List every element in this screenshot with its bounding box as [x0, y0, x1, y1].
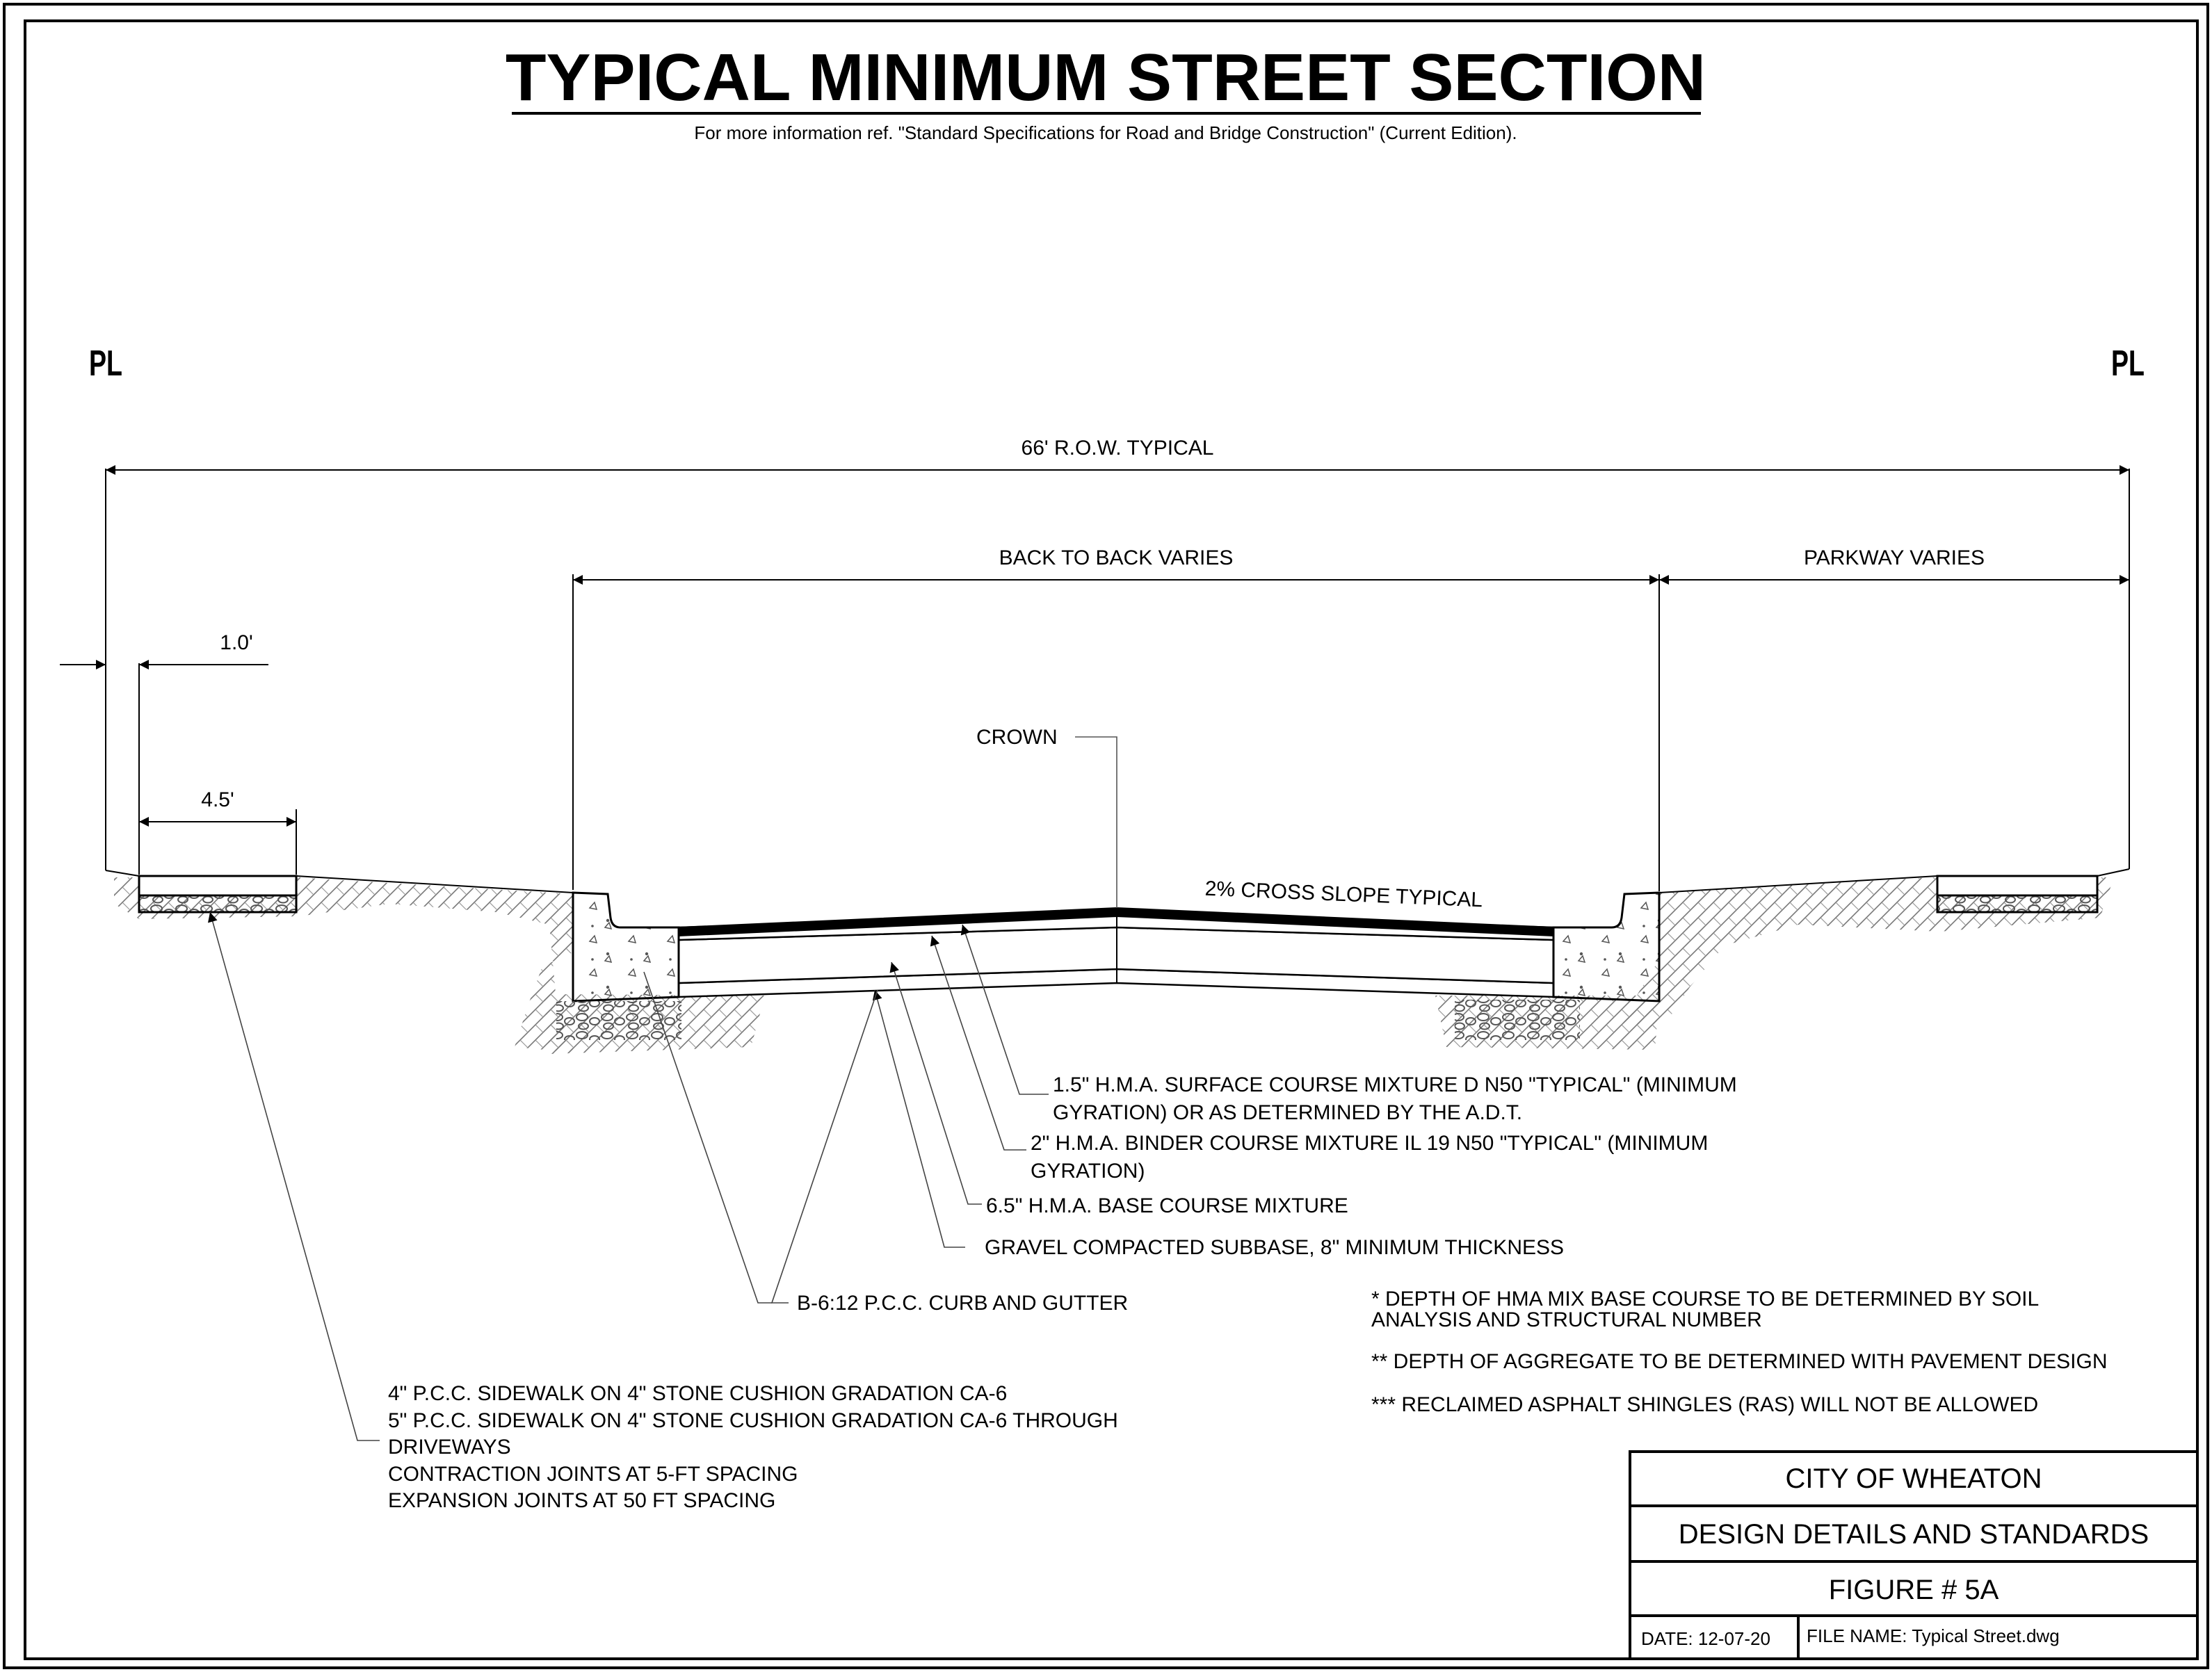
note-1-line1: * DEPTH OF HMA MIX BASE COURSE TO BE DETERMINED BY SOIL	[1371, 1288, 2040, 1310]
page-subtitle: For more information ref. "Standard Specifications for Road and Bridge Construction" (Current Edition).	[694, 122, 1517, 143]
note-2: ** DEPTH OF AGGREGATE TO BE DETERMINED WITH PAVEMENT DESIGN	[1371, 1350, 2108, 1373]
general-notes	[1371, 1288, 2107, 1416]
callout-sidewalk-line4: CONTRACTION JOINTS AT 5-FT SPACING	[388, 1463, 798, 1486]
callout-curb: B-6:12 P.C.C. CURB AND GUTTER	[797, 1292, 1129, 1315]
dimension-row	[106, 437, 2129, 470]
dimension-sidewalk	[139, 788, 296, 822]
dimension-back-to-back	[573, 546, 1659, 580]
property-line-symbol-left: PL	[89, 343, 122, 384]
callout-sidewalk-line1: 4" P.C.C. SIDEWALK ON 4" STONE CUSHION GRADATION CA-6	[388, 1382, 1008, 1405]
callout-sidewalk-line2: 5" P.C.C. SIDEWALK ON 4" STONE CUSHION GRADATION CA-6 THROUGH	[388, 1409, 1118, 1432]
title-block-date: DATE: 12-07-20	[1641, 1628, 1770, 1649]
callout-sidewalk-line3: DRIVEWAYS	[388, 1436, 511, 1459]
callout-base: 6.5" H.M.A. BASE COURSE MIXTURE	[986, 1194, 1348, 1217]
page-title: TYPICAL MINIMUM STREET SECTION	[505, 40, 1706, 115]
dimension-row-label: 66' R.O.W. TYPICAL	[1021, 437, 1214, 460]
callout-sidewalk-line5: EXPANSION JOINTS AT 50 FT SPACING	[388, 1489, 776, 1512]
callout-surface-line2: GYRATION) OR AS DETERMINED BY THE A.D.T.	[1053, 1101, 1523, 1124]
property-line-symbol-right: PL	[2111, 343, 2145, 384]
callout-subbase: GRAVEL COMPACTED SUBBASE, 8" MINIMUM THICKNESS	[985, 1236, 1565, 1259]
dimension-back-to-back-label: BACK TO BACK VARIES	[999, 546, 1234, 569]
crown-label: CROWN	[976, 726, 1058, 749]
sidewalk-right	[1937, 876, 2097, 912]
callout-binder-line1: 2" H.M.A. BINDER COURSE MIXTURE IL 19 N50 "TYPICAL" (MINIMUM	[1031, 1132, 1709, 1155]
dimension-sidewalk-label: 4.5'	[201, 788, 234, 811]
dimension-parkway	[1659, 546, 2129, 580]
property-line-right	[2111, 343, 2145, 384]
note-3: *** RECLAIMED ASPHALT SHINGLES (RAS) WILL NOT BE ALLOWED	[1371, 1393, 2039, 1416]
pavement-section	[679, 908, 1553, 997]
sidewalk-left	[139, 876, 296, 912]
dimension-offset	[60, 631, 268, 665]
title-block-file-name: FILE NAME: Typical Street.dwg	[1807, 1625, 2060, 1646]
dimension-parkway-label: PARKWAY VARIES	[1803, 546, 1985, 569]
callout-binder-line2: GYRATION)	[1031, 1160, 1145, 1183]
title-block-figure: FIGURE # 5A	[1828, 1575, 1999, 1605]
note-1-line2: ANALYSIS AND STRUCTURAL NUMBER	[1371, 1308, 1762, 1331]
title-block	[1630, 1452, 2197, 1659]
extension-lines	[106, 469, 2129, 891]
crown-callout	[976, 726, 1117, 908]
dimension-offset-label: 1.0'	[220, 631, 253, 654]
callout-surface-line1: 1.5" H.M.A. SURFACE COURSE MIXTURE D N50 "TYPICAL" (MINIMUM	[1053, 1073, 1737, 1096]
property-line-left	[89, 343, 122, 384]
curb-gutter-left	[556, 893, 681, 1040]
cross-slope-label: 2% CROSS SLOPE TYPICAL	[1204, 877, 1483, 912]
title-block-section: DESIGN DETAILS AND STANDARDS	[1678, 1519, 2149, 1550]
title-block-agency: CITY OF WHEATON	[1785, 1463, 2042, 1494]
